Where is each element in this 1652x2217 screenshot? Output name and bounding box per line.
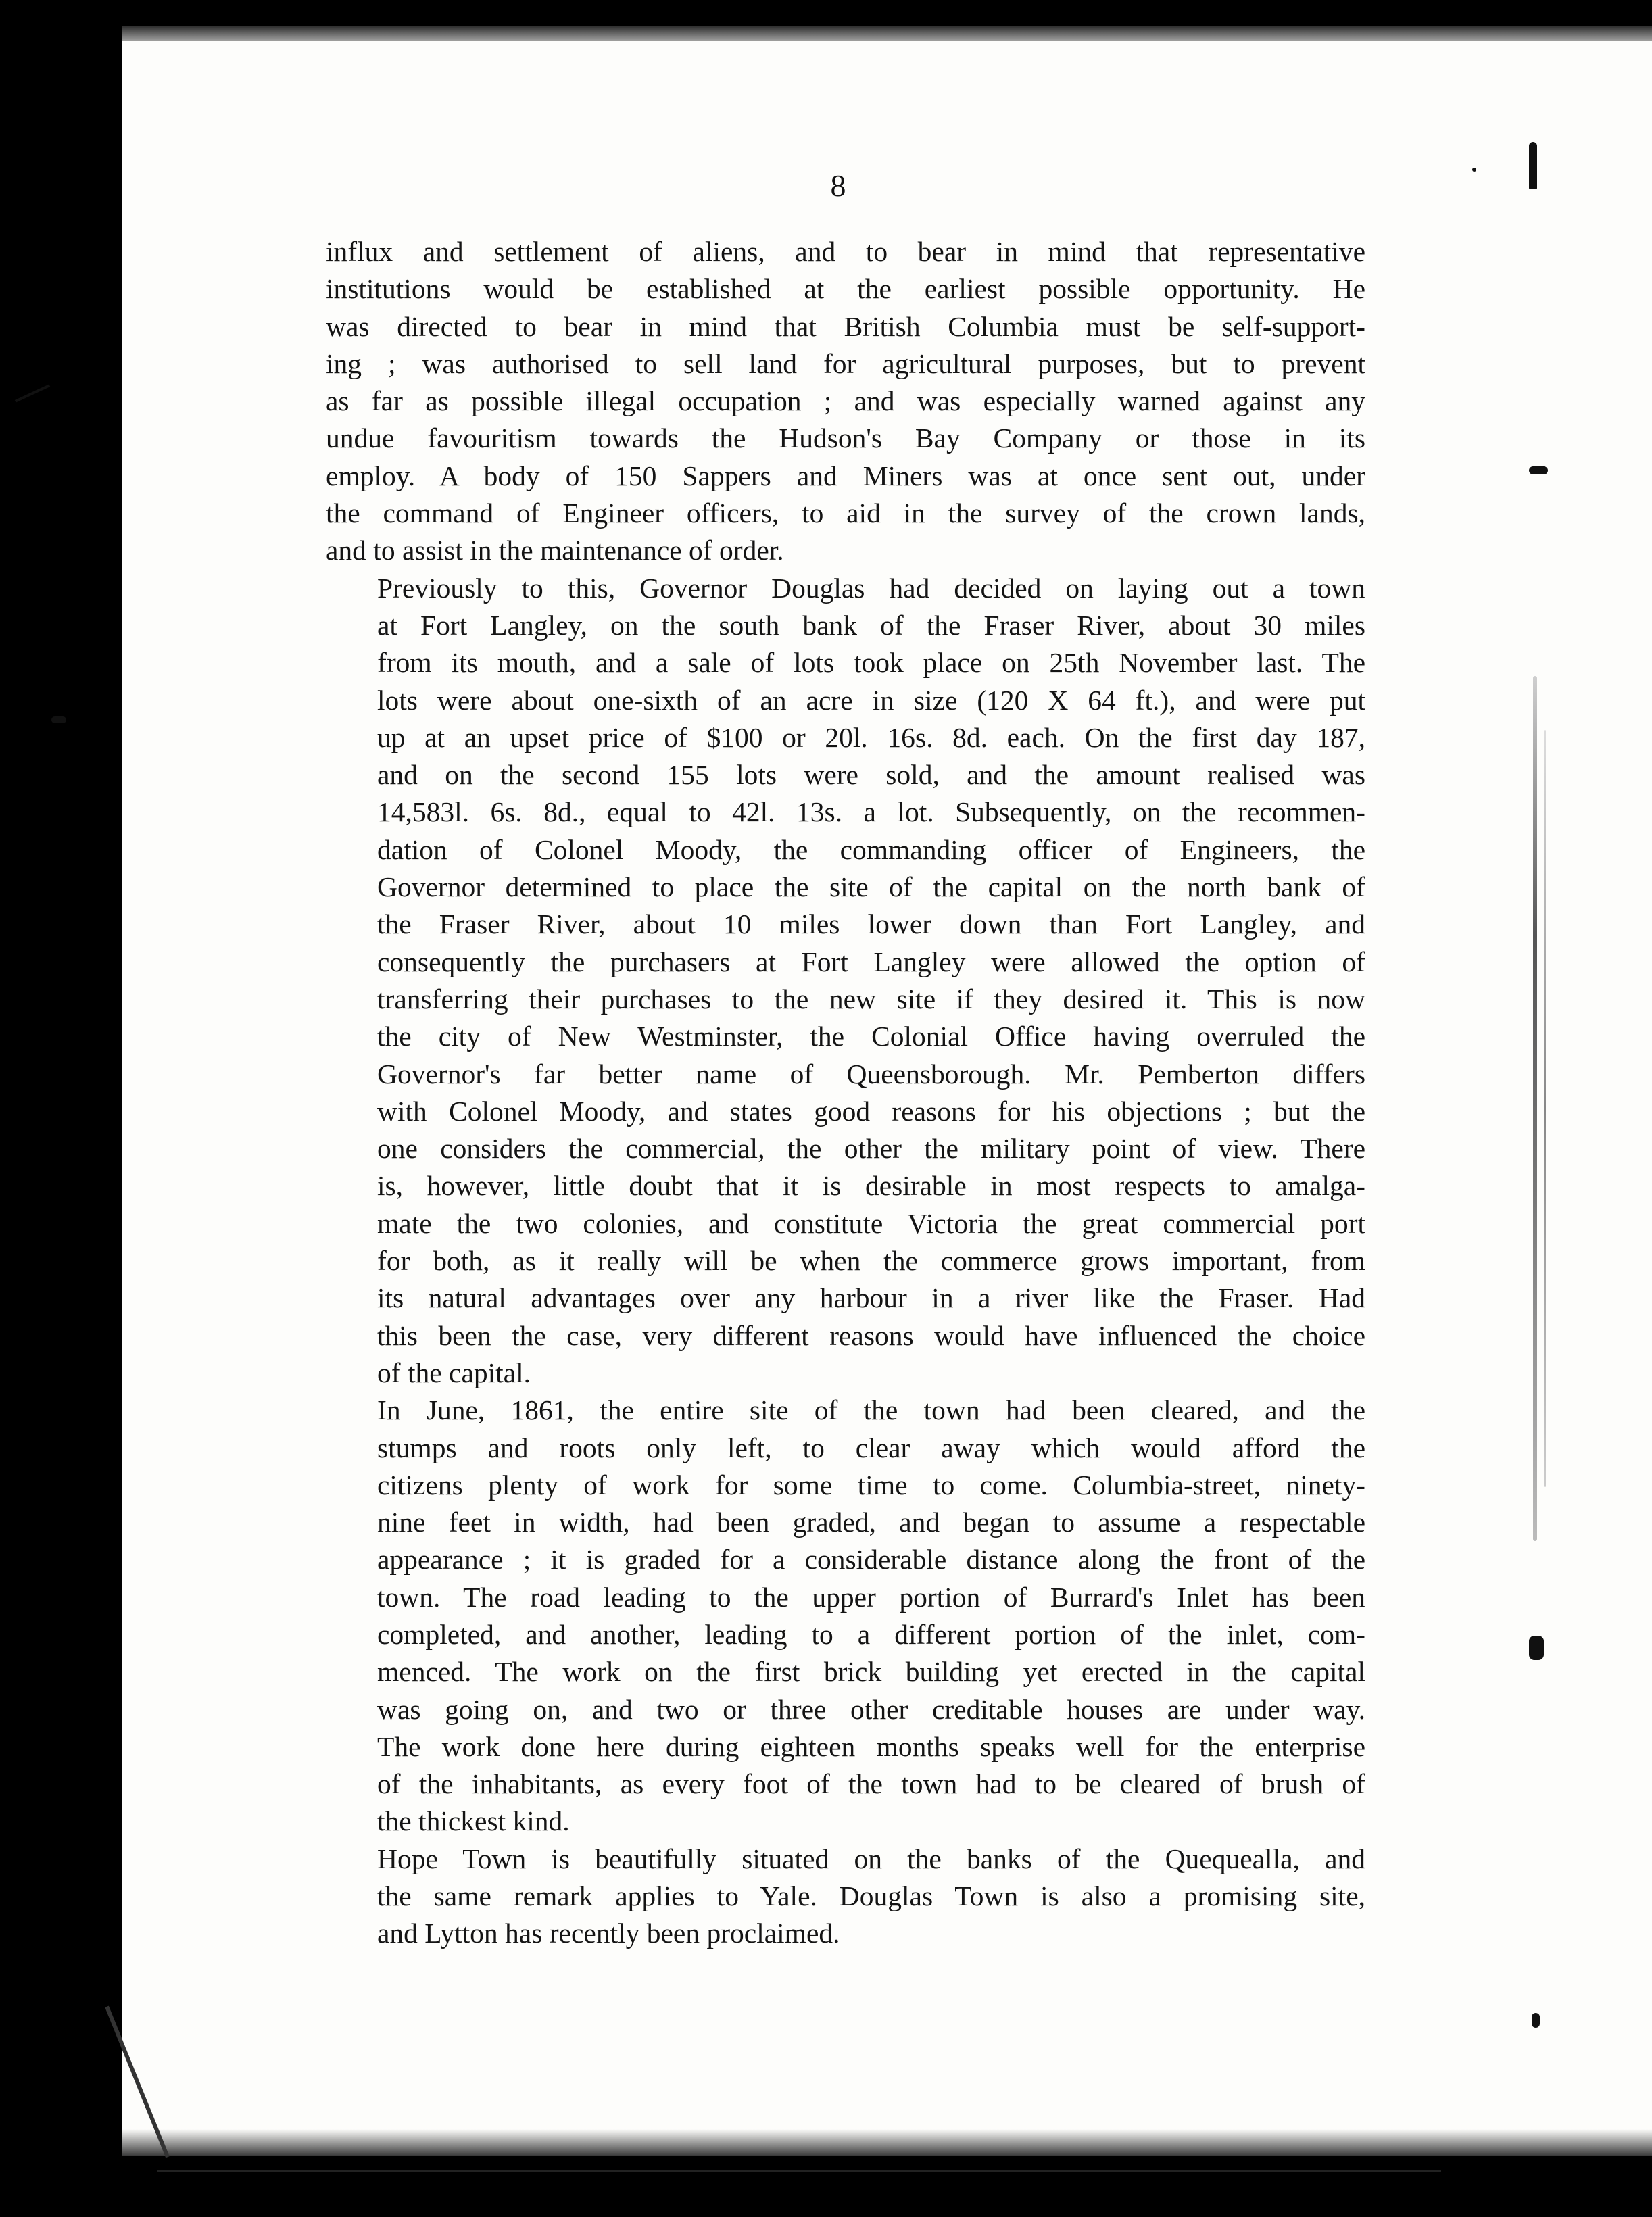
text-line: is, however, little doubt that it is desirable in most respects to amalga-	[377, 1170, 1365, 1202]
binding-thread	[1533, 676, 1537, 1541]
text-line: transferring their purchases to the new site if they desired it. This is now	[377, 983, 1365, 1015]
page-bottom-border	[157, 2170, 1441, 2172]
text-line: influx and settlement of aliens, and to bear in mind that representative	[326, 236, 1365, 267]
text-line: stumps and roots only left, to clear away which would afford the	[377, 1432, 1365, 1463]
text-line: its natural advantages over any harbour in a river like the Fraser. Had	[377, 1282, 1365, 1314]
paragraph	[326, 570, 1365, 1392]
text-line: and Lytton has recently been proclaimed.	[377, 1918, 840, 1949]
text-line: employ. A body of 150 Sappers and Miners was at once sent out, under	[326, 460, 1365, 491]
text-line: appearance ; it is graded for a considerable distance along the front of the	[377, 1544, 1365, 1576]
text-line: was going on, and two or three other creditable houses are under way.	[377, 1693, 1365, 1725]
text-line: one considers the commercial, the other the military point of view. There	[377, 1133, 1365, 1165]
text-line: Hope Town is beautifully situated on the banks of the Quequealla, and	[377, 1843, 1365, 1874]
ink-mark	[1472, 168, 1476, 172]
text-line: mate the two colonies, and constitute Victoria the great commercial port	[377, 1207, 1365, 1239]
text-line: the city of New Westminster, the Colonial Office having overruled the	[377, 1021, 1365, 1052]
text-line: the same remark applies to Yale. Douglas Town is also a promising site,	[377, 1880, 1365, 1912]
text-line: up at an upset price of $100 or 20l. 16s. 8d. each. On the first day 187,	[377, 721, 1365, 753]
text-line: In June, 1861, the entire site of the town had been cleared, and the	[377, 1394, 1365, 1426]
paragraph	[326, 1392, 1365, 1841]
text-line: the thickest kind.	[377, 1805, 570, 1837]
text-line: this been the case, very different reasons would have influenced the choice	[377, 1319, 1365, 1351]
text-line: of the capital.	[377, 1357, 531, 1388]
text-line: ing ; was authorised to sell land for agricultural purposes, but to prevent	[326, 347, 1365, 379]
binding-thread-secondary	[1544, 730, 1546, 1487]
text-line: and on the second 155 lots were sold, and the amount realised was	[377, 759, 1365, 791]
body-text	[326, 233, 1365, 1953]
ink-mark	[1529, 142, 1537, 189]
text-line: 14,583l. 6s. 8d., equal to 42l. 13s. a lot. Subsequently, on the recommen-	[377, 796, 1365, 828]
text-line: the Fraser River, about 10 miles lower down than Fort Langley, and	[377, 908, 1365, 940]
text-line: as far as possible illegal occupation ; and was especially warned against any	[326, 385, 1365, 417]
text-line: Governor determined to place the site of the capital on the north bank of	[377, 871, 1365, 903]
page-bottom-edge	[122, 2129, 1652, 2156]
text-line: for both, as it really will be when the commerce grows important, from	[377, 1245, 1365, 1277]
text-line: of the inhabitants, as every foot of the town had to be cleared of brush of	[377, 1768, 1365, 1800]
text-line: dation of Colonel Moody, the commanding officer of Engineers, the	[377, 833, 1365, 865]
text-line: Governor's far better name of Queensborough. Mr. Pemberton differs	[377, 1058, 1365, 1090]
ink-mark	[1532, 2013, 1540, 2028]
text-line: nine feet in width, had been graded, and began to assume a respectable	[377, 1507, 1365, 1538]
text-line: The work done here during eighteen months speaks well for the enterprise	[377, 1730, 1365, 1762]
text-line: from its mouth, and a sale of lots took place on 25th November last. The	[377, 647, 1365, 679]
paragraph	[326, 1841, 1365, 1953]
paragraph	[326, 233, 1365, 570]
text-line: town. The road leading to the upper portion of Burrard's Inlet has been	[377, 1581, 1365, 1613]
text-line: menced. The work on the first brick building yet erected in the capital	[377, 1656, 1365, 1688]
text-line: institutions would be established at the earliest possible opportunity. He	[326, 273, 1365, 305]
ink-mark	[51, 716, 66, 723]
text-line: was directed to bear in mind that British Columbia must be self-support-	[326, 310, 1365, 342]
text-line: and to assist in the maintenance of order.	[326, 535, 784, 566]
text-line: Previously to this, Governor Douglas had decided on laying out a town	[377, 572, 1365, 604]
ink-mark	[1529, 466, 1548, 474]
text-line: at Fort Langley, on the south bank of the Fraser River, about 30 miles	[377, 609, 1365, 641]
page-number: 8	[830, 168, 846, 203]
text-line: consequently the purchasers at Fort Langley were allowed the option of	[377, 946, 1365, 977]
text-line: completed, and another, leading to a different portion of the inlet, com-	[377, 1618, 1365, 1650]
text-line: the command of Engineer officers, to aid in the survey of the crown lands,	[326, 497, 1365, 529]
text-line: with Colonel Moody, and states good reasons for his objections ; but the	[377, 1095, 1365, 1127]
ink-mark	[1529, 1636, 1544, 1660]
text-line: citizens plenty of work for some time to come. Columbia-street, ninety-	[377, 1469, 1365, 1501]
text-line: lots were about one-sixth of an acre in size (120 X 64 ft.), and were put	[377, 684, 1365, 716]
text-line: undue favouritism towards the Hudson's Bay Company or those in its	[326, 422, 1365, 454]
